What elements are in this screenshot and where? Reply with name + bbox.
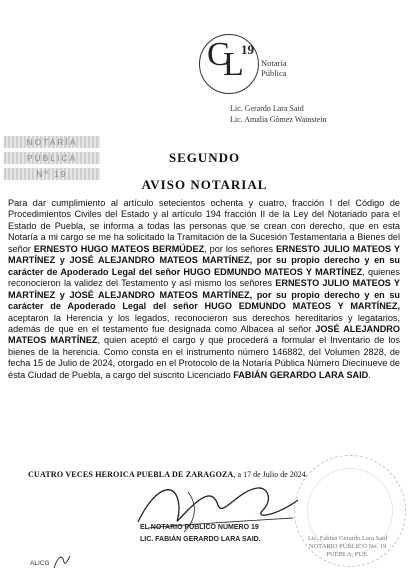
letterhead-name-1: Lic. Gerardo Lara Said	[230, 104, 304, 113]
place-city: CUATRO VECES HEROICA PUEBLA DE ZARAGOZA	[28, 470, 234, 479]
seal-stamp-line1: Lic. Fabián Gerardo Lara Said	[307, 535, 388, 542]
logo-letter-c: C	[207, 36, 230, 73]
side-stamp-row-2: PÚBLICA	[4, 152, 100, 164]
footer-code: ALICG	[30, 560, 50, 567]
body-part-3: , quienes reconocieron la validez del Testamento y así mismo los señores	[8, 266, 400, 289]
body-part-4: aceptaron la Herencia y los legados, reconocieron sus derechos hereditarios y legatarios, además de que en el testamento fue designada como Albacea al señor	[8, 312, 400, 334]
seal-stamp-line3: PUEBLA, PUE.	[326, 551, 369, 558]
deceased-name: ERNESTO HUGO MATEOS BERMÚDEZ	[33, 243, 205, 254]
albacea-name: JOSÉ ALEJANDRO MATEOS MARTÍNEZ	[8, 323, 400, 346]
notary-logo	[197, 30, 307, 100]
logo-number: 19	[241, 42, 254, 57]
letterhead-names	[230, 103, 400, 125]
seal-stamp-line2: NOTARIO PÚBLICO No. 19	[308, 543, 387, 550]
logo-letter-l: L	[223, 46, 244, 83]
body-part-2: , por los señores	[204, 243, 276, 254]
seal-stamp-text	[300, 535, 395, 559]
logo-caption-line2: Pública	[261, 68, 287, 78]
logo-caption	[261, 58, 311, 78]
letterhead-name-2: Lic. Amalia Gómez Wainstein	[230, 115, 327, 124]
body-part-1: Para dar cumplimiento al artículo setecientos ochenta y cuatro, fracción I del Código de Procedimientos Civiles del Estado y al artículo 194 fracción II de la Ley del Notariado para el Estado de Puebla, se informa a todas las personas que se crean con derecho, que en esta Notaría a mi cargo se me ha solicitado la Tramitación de la Sucesión Testamentaria a Bienes del señor	[8, 198, 400, 254]
notice-body	[8, 198, 400, 381]
initials-mark	[52, 552, 72, 570]
side-stamp-row-3: Nº 19	[4, 168, 100, 180]
heirs-names-2: ERNESTO JULIO MATEOS Y MARTÍNEZ y JOSÉ ALEJANDRO MATEOS MARTÍNEZ, por su propio derecho y en su carácter de Apoderado Legal del señor HUGO EDMUNDO MATEOS Y MARTÍNEZ,	[8, 278, 401, 312]
body-part-5: , quien aceptó el cargo y que procederá a formular el Inventario de los bienes de la herencia. Como consta en el instrumento número 146882, del Volumen 2828, de fecha 15 de Julio de 2024, otorgado en el Protocolo de la Notaría Pública Número Diecinueve de ésta Ciudad de Puebla, a cargo del suscrito Licenciado	[8, 335, 400, 380]
logo-caption-line1: Notaría	[261, 58, 287, 68]
body-part-6: .	[368, 369, 371, 380]
heirs-names-1: ERNESTO JULIO MATEOS Y MARTÍNEZ y JOSÉ ALEJANDRO MATEOS MARTÍNEZ, por su propio derecho y en su carácter de Apoderado Legal del señor HUGO EDMUNDO MATEOS Y MARTÍNEZ	[8, 243, 400, 277]
logo-monogram	[207, 36, 254, 86]
document-title: AVISO NOTARIAL	[141, 177, 268, 192]
notary-name: FABIÁN GERARDO LARA SAID	[233, 369, 369, 380]
signature-name: LIC. FABIÁN GERARDO LARA SAID.	[140, 536, 261, 543]
document-subtitle: SEGUNDO	[168, 150, 241, 165]
side-stamp-row-1: NOTARÍA	[4, 136, 100, 148]
place-date-text: , a 17 de Julio de 2024.	[233, 470, 308, 479]
signature-title: EL NOTARIO PÚBLICO NÚMERO 19	[140, 524, 259, 531]
